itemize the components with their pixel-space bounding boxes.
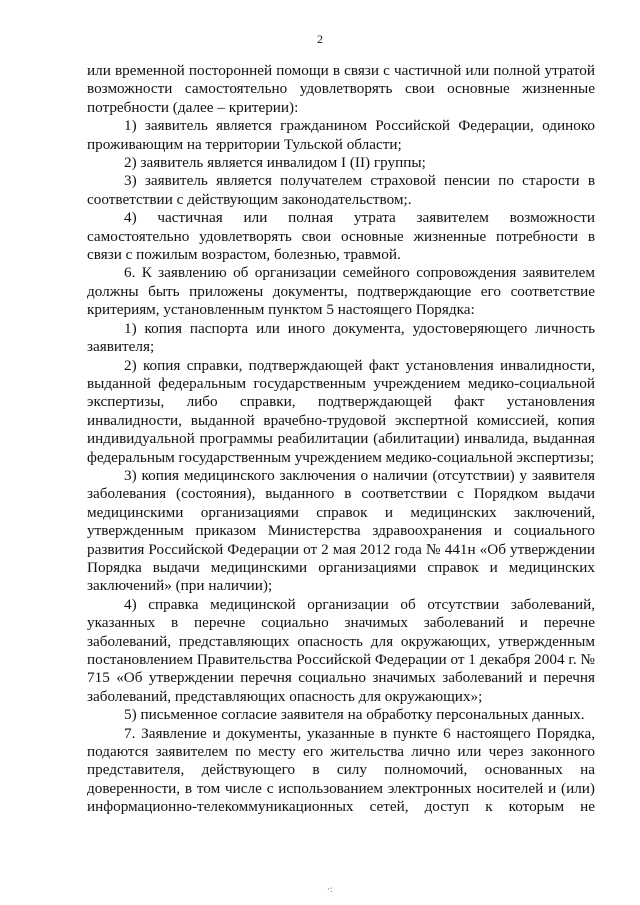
footer-mark: ·:: [327, 884, 333, 894]
page-number: 2: [317, 32, 323, 46]
paragraph-document-4: 4) справка медицинской организации об отсутствии заболеваний, указанных в перечне социально значимых заболеваний и перечне заболеваний, представляющих опасность для окружающих, утвержденным постановлением Правительства Российской Федерации от 1 декабря 2004 г. № 715 «Об утверждении перечня социально значимых заболеваний и перечня заболеваний, представляющих опасность для окружающих»;: [87, 595, 595, 705]
paragraph-section-7: 7. Заявление и документы, указанные в пункте 6 настоящего Порядка, подаются заявителем по месту его жительства лично или через законного представителя, действующего в силу полномочий, основанных на доверенности, в том числе с использованием электронных носителей и (или) информационно-телекоммуникационных сетей, доступ к которым не: [87, 724, 595, 816]
paragraph-section-6: 6. К заявлению об организации семейного сопровождения заявителем должны быть приложены документы, подтверждающие его соответствие критериям, установленным пунктом 5 настоящего Порядка:: [87, 264, 595, 319]
paragraph-document-5: 5) письменное согласие заявителя на обработку персональных данных.: [124, 706, 585, 724]
paragraph-criterion-2: 2) заявитель является инвалидом I (II) группы;: [124, 154, 426, 172]
paragraph-document-3: 3) копия медицинского заключения о наличии (отсутствии) у заявителя заболевания (состояния), выданного в соответствии с Порядком выдачи медицинскими организациями справок и медицинских заключений, утвержденным приказом Министерства здравоохранения и социального развития Российской Федерации от 2 мая 2012 года № 441н «Об утверждении Порядка выдачи медицинскими организациями справок и медицинских заключений» (при наличии);: [87, 466, 595, 595]
paragraph-document-2: 2) копия справки, подтверждающей факт установления инвалидности, выданной федеральным государственным учреждением медико-социальной экспертизы, либо справки, подтверждающей факт установления инвалидности, выданной врачебно-трудовой экспертной комиссией, копия индивидуальной программы реабилитации (абилитации) инвалида, выданная федеральным государственным учреждением медико-социальной экспертизы;: [87, 356, 595, 466]
paragraph-criterion-3: 3) заявитель является получателем страховой пенсии по старости в соответствии с действующим законодательством;.: [87, 172, 595, 208]
paragraph-document-1: 1) копия паспорта или иного документа, удостоверяющего личность заявителя;: [87, 319, 595, 356]
paragraph-criteria-intro: или временной посторонней помощи в связи с частичной или полной утратой возможности самостоятельно удовлетворять свои основные жизненные потребности (далее – критерии):: [87, 62, 595, 116]
paragraph-criterion-1: 1) заявитель является гражданином Российской Федерации, одиноко проживающим на территории Тульской области;: [87, 117, 595, 153]
document-body: [87, 62, 595, 817]
paragraph-criterion-4: 4) частичная или полная утрата заявителем возможности самостоятельно удовлетворять свои основные жизненные потребности в связи с пожилым возрастом, болезнью, травмой.: [87, 209, 595, 264]
